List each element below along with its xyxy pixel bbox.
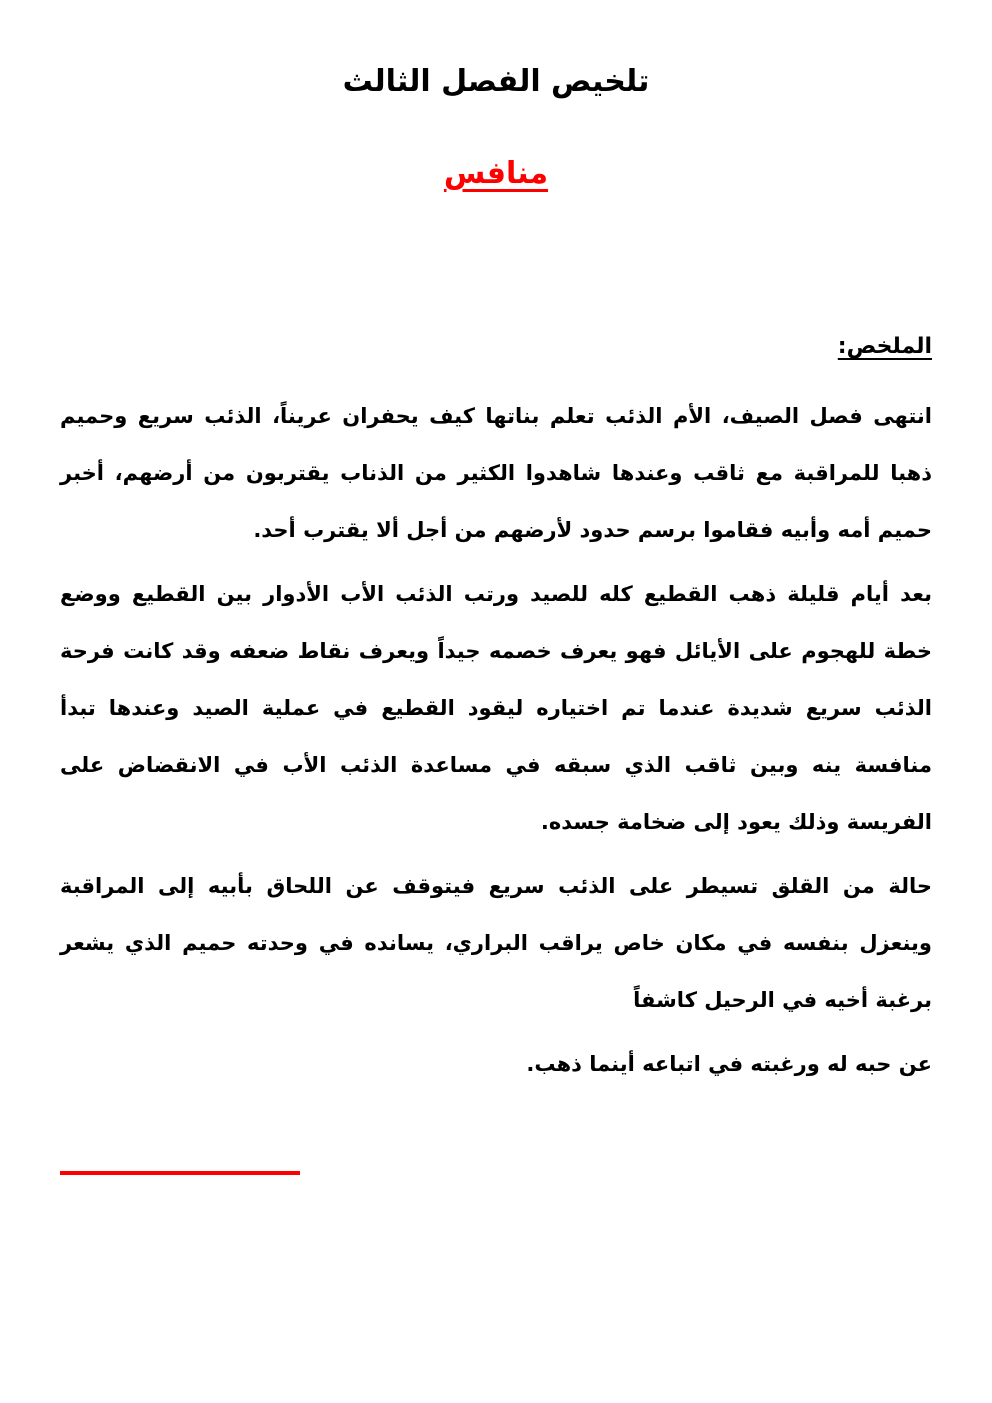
summary-paragraph-3: حالة من القلق تسيطر على الذئب سريع فيتوقف عن اللحاق بأبيه إلى المراقبة وينعزل بنفسه في مكان خاص يراقب البراري، يسانده في وحدته حميم الذي يشعر برغبة أخيه في الرحيل كاشفاً <box>60 874 932 1012</box>
chapter-subtitle: منافس <box>443 156 549 191</box>
page-title: تلخيص الفصل الثالث <box>342 64 650 99</box>
red-divider-line <box>60 1171 300 1175</box>
summary-paragraph-4: عن حبه له ورغبته في اتباعه أينما ذهب. <box>526 1052 932 1076</box>
summary-body <box>60 388 932 1100</box>
summary-heading: الملخص: <box>837 334 932 359</box>
summary-paragraph-2: بعد أيام قليلة ذهب القطيع كله للصيد ورتب الذئب الأب الأدوار بين القطيع ووضع خطة للهجوم على الأيائل فهو يعرف خصمه جيداً ويعرف نقاط ضعفه وقد كانت فرحة الذئب سريع شديدة عندما تم اختياره ليقود القطيع في عملية الصيد وعندها تبدأ منافسة ينه وبين ثاقب الذي سبقه في مساعدة الذئب الأب في الانقضاض على الفريسة وذلك يعود إلى ضخامة جسده. <box>60 582 932 834</box>
summary-paragraph-1: انتهى فصل الصيف، الأم الذئب تعلم بناتها كيف يحفران عريناً، الذئب سريع وحميم ذهبا للمراقبة مع ثاقب وعندها شاهدوا الكثير من الذناب يقتربون من أرضهم، أخبر حميم أمه وأبيه فقاموا برسم حدود لأرضهم من أجل ألا يقترب أحد. <box>60 404 932 542</box>
